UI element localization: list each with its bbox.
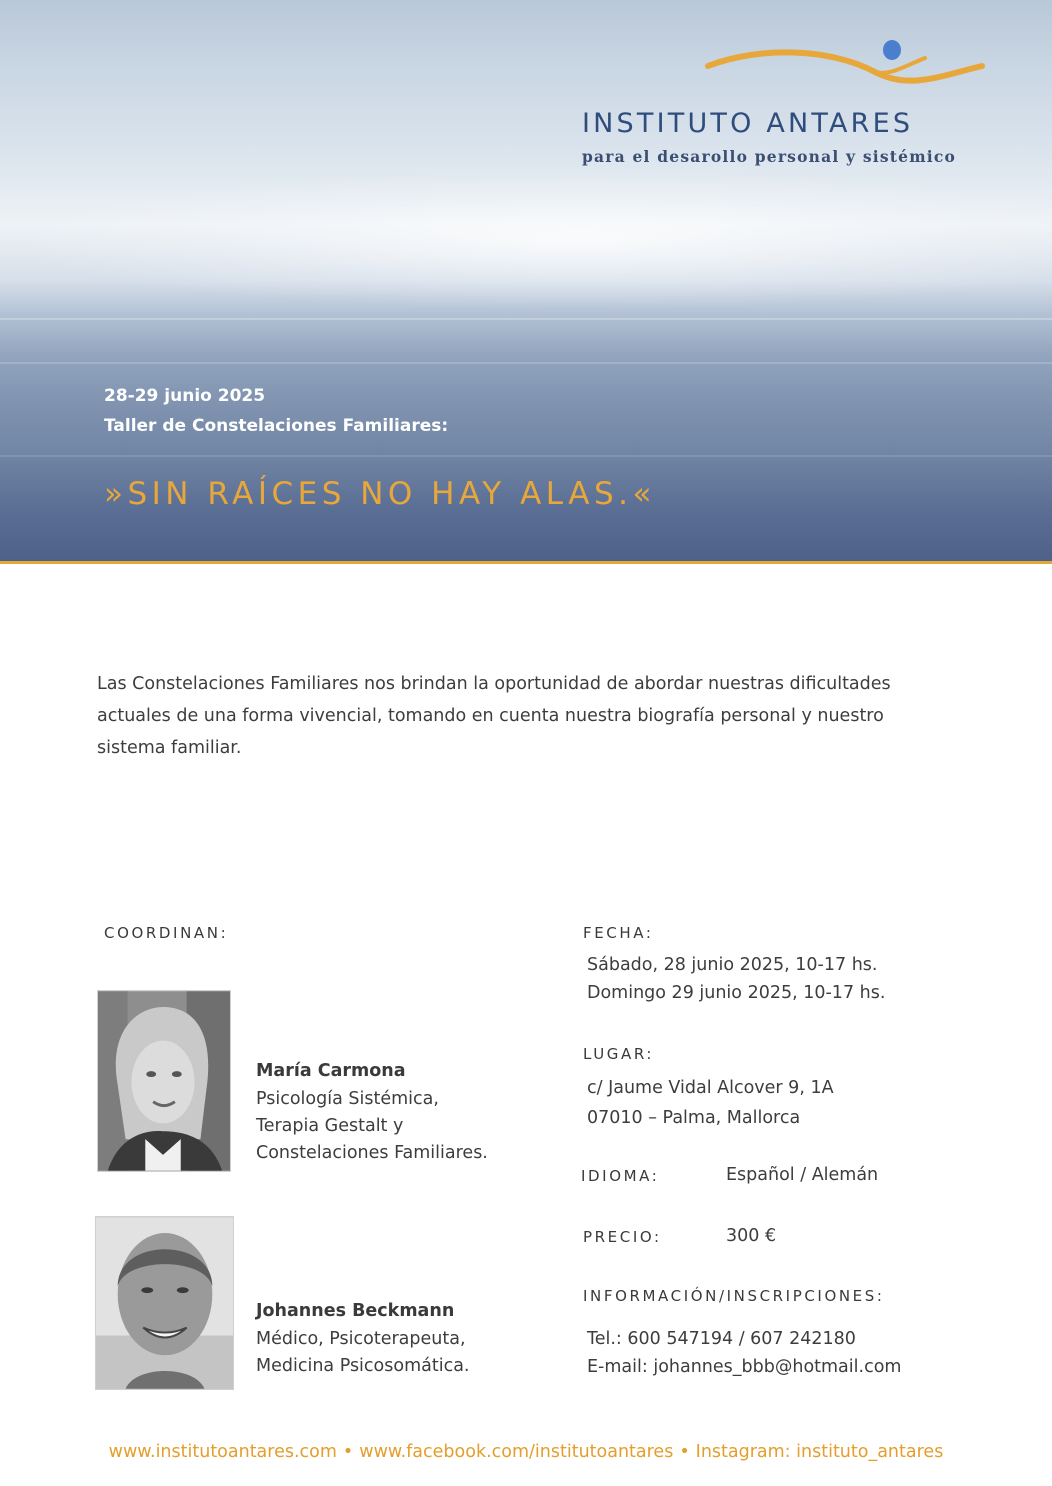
- event-date: 28-29 junio 2025: [104, 386, 266, 406]
- fecha-label: FECHA:: [583, 924, 654, 942]
- fecha-line: Domingo 29 junio 2025, 10-17 hs.: [587, 983, 886, 1003]
- coordinator-name: Johannes Beckmann: [256, 1301, 455, 1321]
- antares-logo-icon: [700, 36, 990, 106]
- intro-line: sistema familiar.: [97, 738, 242, 758]
- org-tagline: para el desarollo personal y sistémico: [582, 147, 957, 166]
- sea-streak: [0, 455, 1052, 457]
- idioma-value: Español / Alemán: [726, 1165, 879, 1185]
- lugar-line: 07010 – Palma, Mallorca: [587, 1108, 801, 1128]
- coordinator-role: Medicina Psicosomática.: [256, 1356, 470, 1376]
- email-link[interactable]: E-mail: johannes_bbb@hotmail.com: [587, 1357, 902, 1377]
- footer-separator: •: [679, 1442, 690, 1462]
- idioma-label: IDIOMA:: [581, 1167, 660, 1185]
- phone-text: Tel.: 600 547194 / 607 242180: [587, 1329, 856, 1349]
- footer-links: [0, 1442, 1052, 1462]
- sea-streak: [0, 362, 1052, 364]
- coordinators-label: COORDINAN:: [104, 924, 229, 942]
- intro-line: actuales de una forma vivencial, tomando en cuenta nuestra biografía personal y nuestro: [97, 706, 884, 726]
- portrait-icon: [98, 991, 230, 1171]
- precio-label: PRECIO:: [583, 1228, 662, 1246]
- coordinator-role: Psicología Sistémica,: [256, 1089, 439, 1109]
- event-slogan: »SIN RAÍCES NO HAY ALAS.«: [104, 476, 656, 512]
- lugar-label: LUGAR:: [583, 1045, 655, 1063]
- org-name: INSTITUTO ANTARES: [582, 108, 914, 139]
- coordinator-role: Terapia Gestalt y: [256, 1116, 404, 1136]
- intro-line: Las Constelaciones Familiares nos brindan la oportunidad de abordar nuestras dificultades: [97, 674, 891, 694]
- maria-carmona-photo: [97, 990, 231, 1172]
- portrait-icon: [96, 1217, 233, 1389]
- intro-paragraph: [97, 668, 977, 764]
- sea-streak: [0, 318, 1052, 320]
- sky-haze: [0, 170, 1052, 310]
- website-link[interactable]: www.institutoantares.com: [108, 1442, 337, 1462]
- instagram-link[interactable]: Instagram: instituto_antares: [695, 1442, 944, 1462]
- event-type: Taller de Constelaciones Familiares:: [104, 416, 449, 436]
- lugar-line: c/ Jaume Vidal Alcover 9, 1A: [587, 1078, 834, 1098]
- footer-separator: •: [342, 1442, 354, 1462]
- johannes-beckmann-photo: [95, 1216, 234, 1390]
- coordinator-role: Constelaciones Familiares.: [256, 1143, 488, 1163]
- facebook-link[interactable]: www.facebook.com/institutoantares: [359, 1442, 674, 1462]
- fecha-line: Sábado, 28 junio 2025, 10-17 hs.: [587, 955, 878, 975]
- info-label: INFORMACIÓN/INSCRIPCIONES:: [583, 1287, 885, 1305]
- coordinator-name: María Carmona: [256, 1061, 406, 1081]
- coordinator-role: Médico, Psicoterapeuta,: [256, 1329, 466, 1349]
- banner-divider: [0, 561, 1052, 564]
- precio-value: 300 €: [726, 1226, 777, 1246]
- header-banner: [0, 0, 1052, 562]
